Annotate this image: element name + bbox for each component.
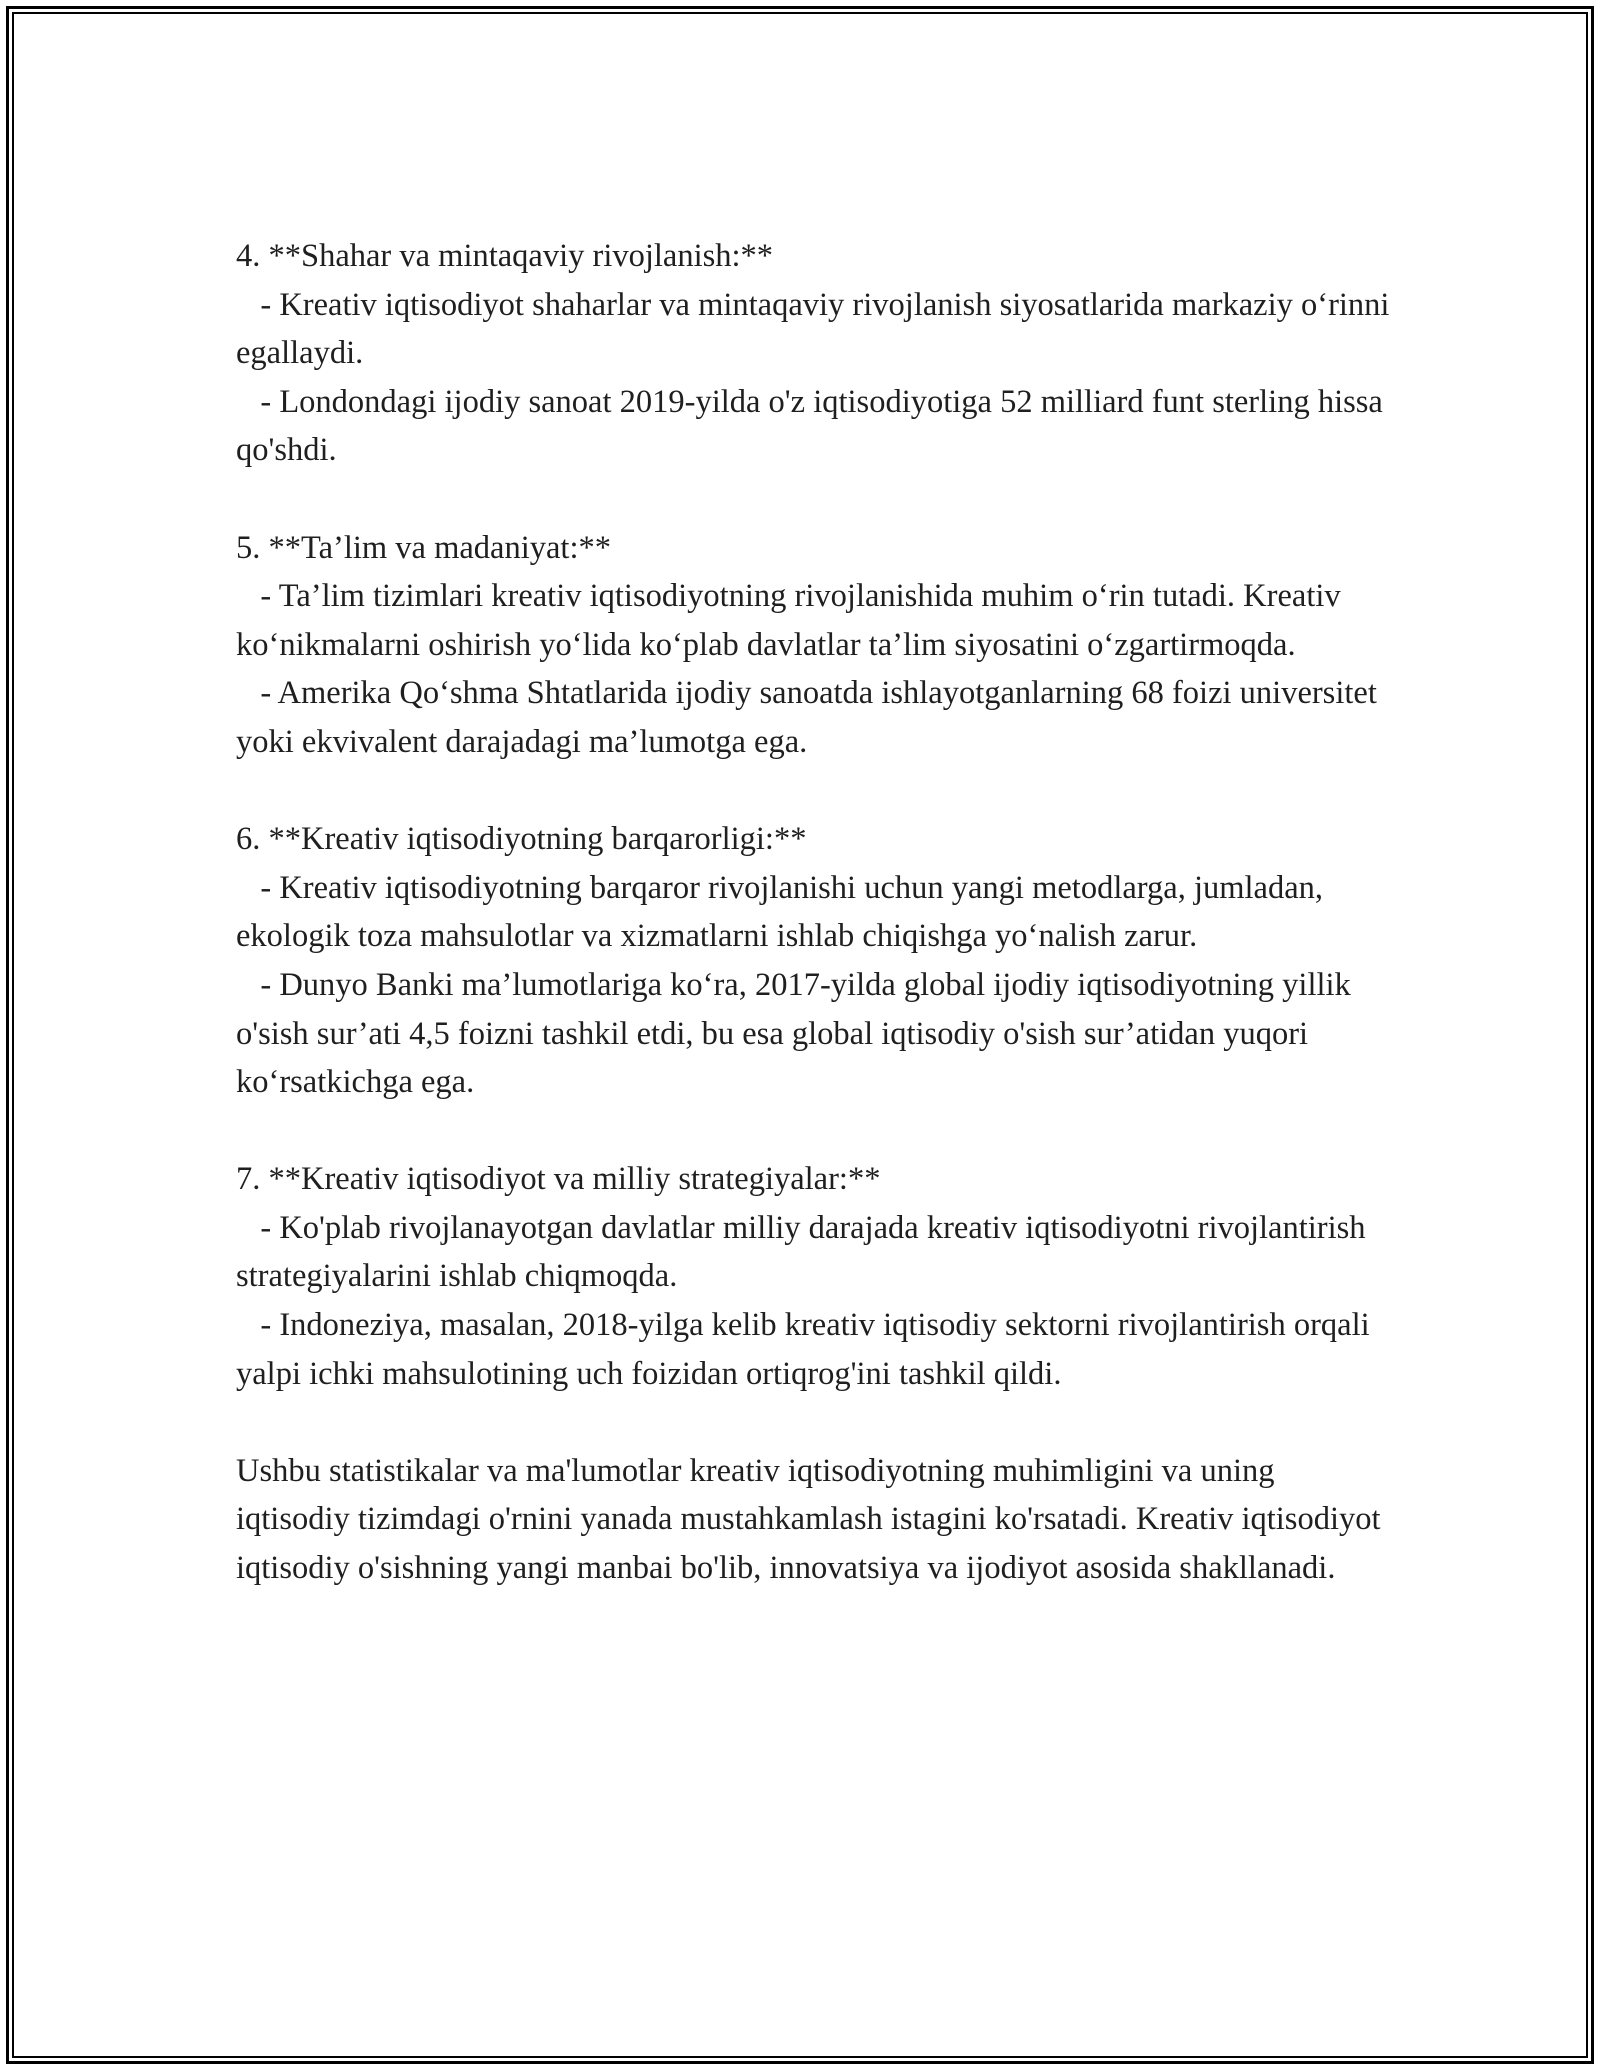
bullet-text: - Dunyo Banki ma’lumotlariga ko‘ra, 2017-yilda global ijodiy iqtisodiyotning yillik o'sish sur’ati 4,5 foizni tashkil etdi, bu esa global iqtisodiy o'sish sur’atidan yuqori ko‘rsatkichga ega. [236,966,1359,1101]
bullet-text: - Kreativ iqtisodiyot shaharlar va mintaqaviy rivojlanish siyosatlarida markaziy o‘rinni egallaydi. [236,286,1398,372]
section-heading: 4. **Shahar va mintaqaviy rivojlanish:** [236,238,774,274]
bullet-item [236,378,1396,475]
section-heading: 6. **Kreativ iqtisodiyotning barqarorligi:** [236,821,807,858]
section-6 [236,815,1396,1107]
bullet-item [236,1301,1396,1398]
section-7 [236,1155,1396,1398]
bullet-text: - Londondagi ijodiy sanoat 2019-yilda o'z iqtisodiyotiga 52 milliard funt sterling hissa qo'shdi. [236,383,1391,469]
bullet-text: - Kreativ iqtisodiyotning barqaror rivojlanishi uchun yangi metodlarga, jumladan, ekologik toza mahsulotlar va xizmatlarni ishlab chiqishga yo‘nalish zarur. [236,869,1332,955]
bullet-text: - Ko'plab rivojlanayotgan davlatlar milliy darajada kreativ iqtisodiyotni rivojlantirish strategiyalarini ishlab chiqmoqda. [236,1209,1374,1295]
conclusion-paragraph: Ushbu statistikalar va ma'lumotlar kreativ iqtisodiyotning muhimligini va uning iqtisodiy tizimdagi o'rnini yanada mustahkamlash istagini ko'rsatadi. Kreativ iqtisodiyot iqtisodiy o'sishning yangi manbai bo'lib, innovatsiya va ijodiyot asosida shakllanadi. [236,1452,1389,1587]
bullet-item [236,1204,1396,1301]
section-5 [236,524,1396,767]
bullet-item [236,864,1396,961]
bullet-text: - Ta’lim tizimlari kreativ iqtisodiyotning rivojlanishida muhim o‘rin tutadi. Kreativ ko‘nikmalarni oshirish yo‘lida ko‘plab davlatlar ta’lim siyosatini o‘zgartirmoqda. [236,578,1349,663]
bullet-item [236,669,1396,766]
bullet-item [236,281,1396,378]
section-heading: 7. **Kreativ iqtisodiyot va milliy strategiyalar:** [236,1161,881,1198]
bullet-item [236,961,1396,1107]
bullet-item [236,572,1396,669]
section-4 [236,232,1396,475]
bullet-text: - Amerika Qo‘shma Shtatlarida ijodiy sanoatda ishlayotganlarning 68 foizi universitet yoki ekvivalent darajadagi ma’lumotga ega. [236,675,1385,760]
section-heading: 5. **Ta’lim va madaniyat:** [236,529,611,566]
bullet-text: - Indoneziya, masalan, 2018-yilga kelib kreativ iqtisodiy sektorni rivojlantirish orqali yalpi ichki mahsulotining uch foizidan ortiqrog'ini tashkil qildi. [236,1307,1378,1392]
document-body [236,232,1396,1593]
